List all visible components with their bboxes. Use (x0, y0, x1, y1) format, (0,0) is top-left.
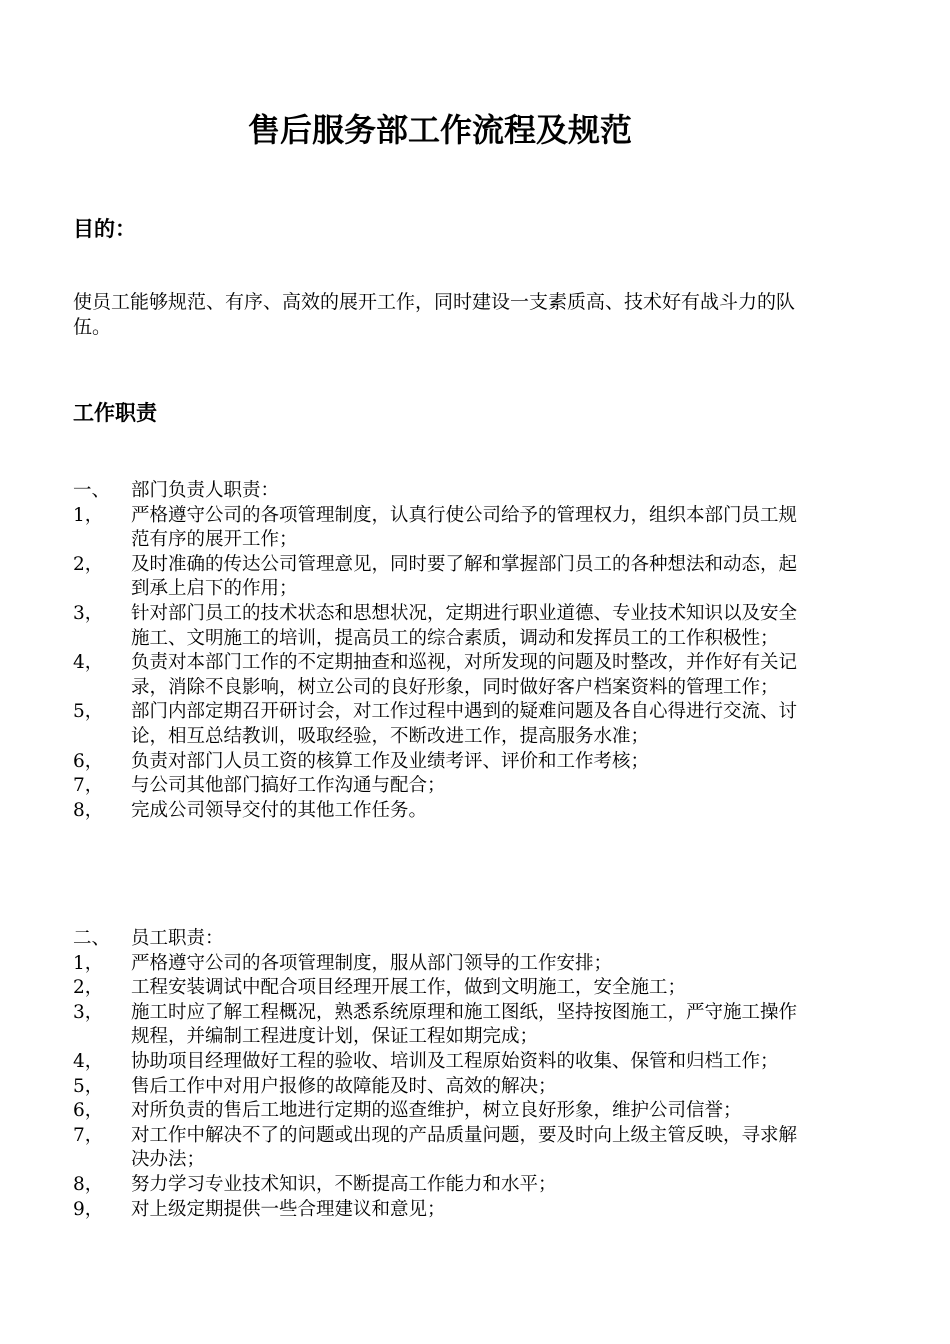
item-number: 6， (73, 750, 104, 772)
item-text: 严格遵守公司的各项管理制度，服从部门领导的工作安排； (131, 952, 613, 974)
list-item (73, 1001, 813, 1050)
section-title: 部门负责人职责： (131, 480, 280, 501)
item-text: 及时准确的传达公司管理意见，同时要了解和掌握部门员工的各种想法和动态，起到承上启下的作用； (131, 553, 798, 600)
list-item (73, 553, 813, 602)
section-header (73, 479, 813, 504)
item-number: 8， (73, 799, 104, 821)
purpose-heading: 目的： (73, 217, 136, 241)
item-number: 3， (73, 1001, 104, 1023)
item-number: 5， (73, 701, 104, 723)
item-text: 协助项目经理做好工程的验收、培训及工程原始资料的收集、保管和归档工作； (131, 1050, 779, 1072)
list-item (73, 504, 813, 553)
item-text: 工程安装调试中配合项目经理开展工作，做到文明施工，安全施工； (131, 977, 687, 999)
item-text: 对上级定期提供一些合理建议和意见； (131, 1198, 446, 1220)
section-number: 二、 (73, 928, 111, 949)
item-text: 部门内部定期召开研讨会，对工作过程中遇到的疑难问题及各自心得进行交流、讨论，相互总结教训，吸取经验，不断改进工作，提高服务水准； (131, 701, 798, 747)
item-number: 7， (73, 1124, 104, 1146)
section-number: 一、 (73, 480, 111, 501)
list-item (73, 976, 813, 1001)
page-title: 售后服务部工作流程及规范 (247, 111, 632, 149)
item-text: 对工作中解决不了的问题或出现的产品质量问题，要及时向上级主管反映，寻求解决办法； (131, 1124, 798, 1171)
list-item (73, 1198, 813, 1223)
list-item (73, 774, 813, 799)
item-text: 施工时应了解工程概况，熟悉系统原理和施工图纸，坚持按图施工，严守施工操作规程，并编制工程进度计划，保证工程如期完成； (131, 1001, 798, 1048)
list-item (73, 750, 813, 775)
item-number: 2， (73, 553, 104, 575)
section-title: 员工职责： (131, 928, 224, 949)
list-item (73, 602, 813, 651)
list-item (73, 700, 813, 749)
item-number: 8， (73, 1173, 104, 1195)
item-number: 3， (73, 602, 104, 624)
item-number: 1， (73, 504, 104, 526)
item-text: 售后工作中对用户报修的故障能及时、高效的解决； (131, 1075, 557, 1097)
section-staff (73, 927, 813, 1222)
list-item (73, 952, 813, 977)
item-number: 9， (73, 1198, 104, 1220)
item-text: 严格遵守公司的各项管理制度，认真行使公司给予的管理权力，组织本部门员工规范有序的展开工作； (131, 504, 798, 551)
list-item (73, 1099, 813, 1124)
item-number: 7， (73, 775, 104, 797)
list-item (73, 1050, 813, 1075)
list-item (73, 1075, 813, 1100)
duties-heading: 工作职责 (73, 401, 157, 425)
item-text: 对所负责的售后工地进行定期的巡查维护，树立良好形象，维护公司信誉； (131, 1100, 742, 1122)
item-number: 2， (73, 977, 104, 999)
item-text: 针对部门员工的技术状态和思想状况，定期进行职业道德、专业技术知识以及安全施工、文明施工的培训，提高员工的综合素质，调动和发挥员工的工作积极性； (131, 602, 798, 649)
item-text: 完成公司领导交付的其他工作任务。 (131, 799, 428, 821)
item-number: 6， (73, 1100, 104, 1122)
purpose-text: 使员工能够规范、有序、高效的展开工作，同时建设一支素质高、技术好有战斗力的队伍。 (73, 291, 796, 338)
section-header (73, 927, 813, 952)
item-text: 与公司其他部门搞好工作沟通与配合； (131, 775, 446, 797)
item-number: 4， (73, 1050, 104, 1072)
item-text: 负责对本部门工作的不定期抽查和巡视，对所发现的问题及时整改，并作好有关记录，消除不良影响，树立公司的良好形象，同时做好客户档案资料的管理工作； (131, 652, 798, 698)
item-text: 努力学习专业技术知识，不断提高工作能力和水平； (131, 1173, 557, 1195)
list-item (73, 1173, 813, 1198)
list-item (73, 1124, 813, 1173)
item-number: 4， (73, 652, 104, 674)
list-item (73, 651, 813, 700)
item-text: 负责对部门人员工资的核算工作及业绩考评、评价和工作考核； (131, 750, 650, 772)
section-department-head (73, 479, 813, 823)
item-number: 5， (73, 1075, 104, 1097)
list-item (73, 799, 813, 824)
item-number: 1， (73, 952, 104, 974)
